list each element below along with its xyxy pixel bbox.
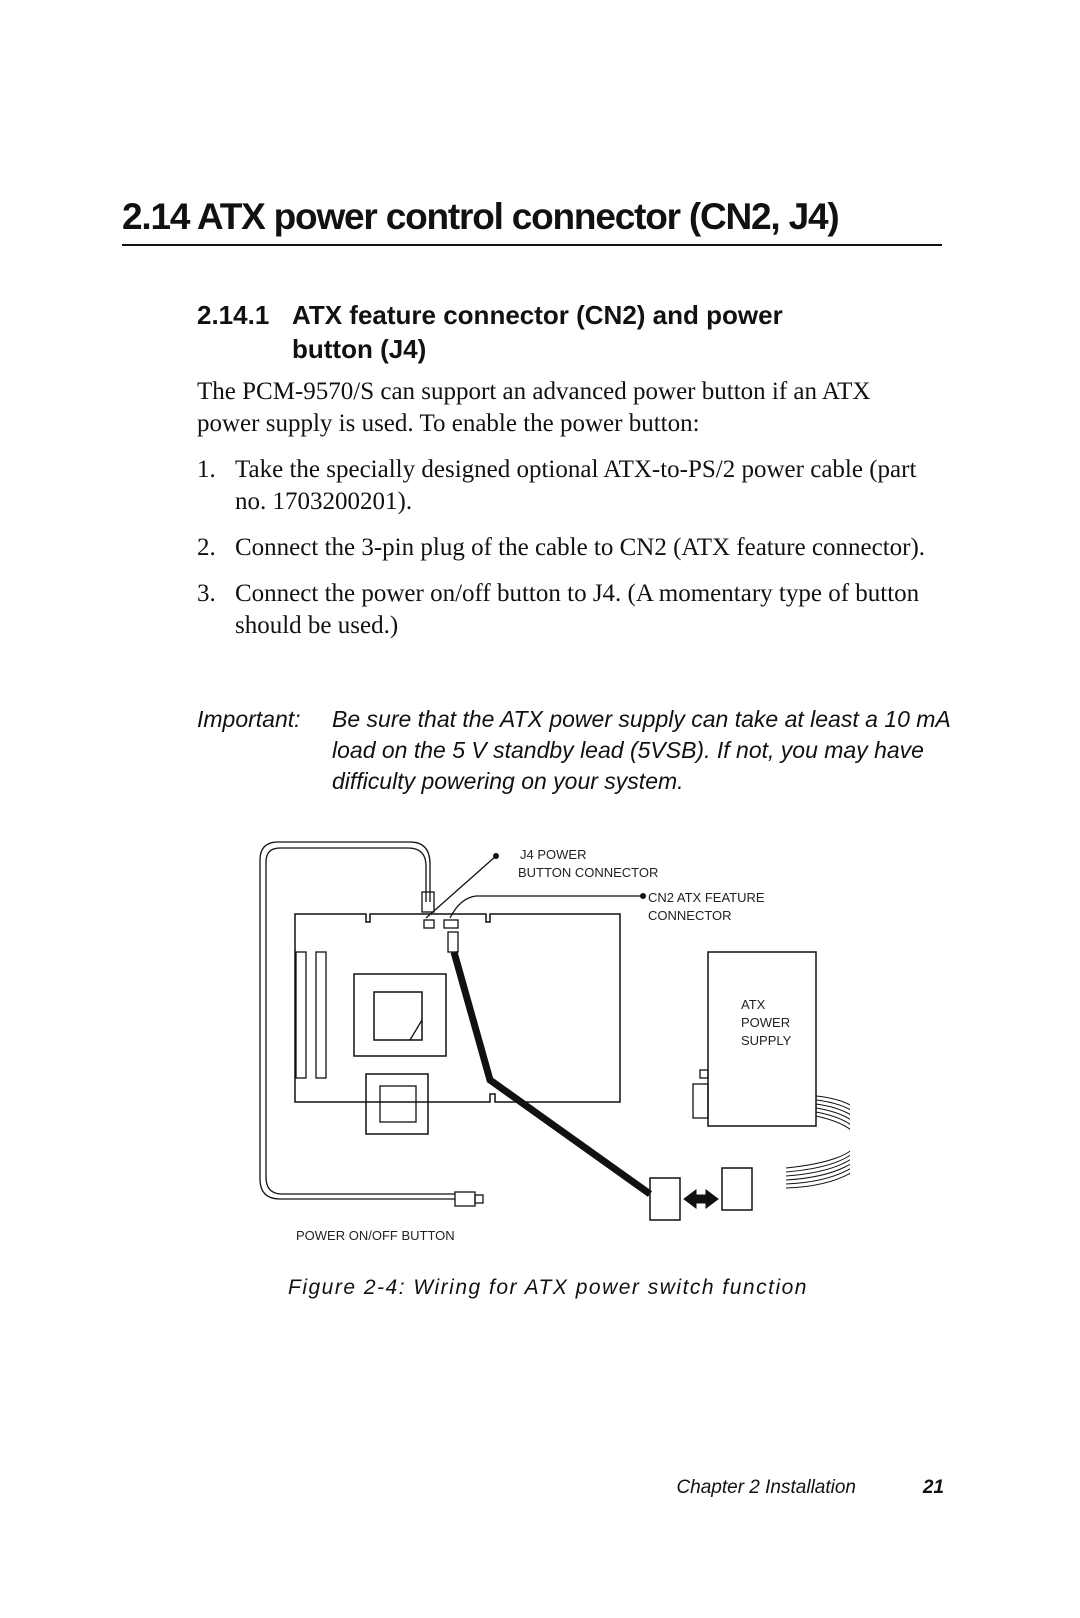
psu-label-line2: POWER [741, 1015, 791, 1030]
double-arrow-icon [684, 1190, 718, 1208]
memory-slot [316, 952, 326, 1078]
memory-slot [296, 952, 306, 1078]
power-button [455, 1192, 475, 1206]
list-item [197, 578, 937, 642]
psu-wire-bundle [786, 1096, 850, 1188]
step-number: 3. [197, 580, 216, 607]
intro-paragraph: The PCM-9570/S can support an advanced power button if an ATX power supply is used. To enable the power button: [197, 378, 871, 437]
important-label: Important: [197, 706, 301, 732]
j4-plug [422, 892, 434, 912]
page-number: 21 [922, 1477, 944, 1498]
j4-label-line1: J4 POWER [520, 847, 587, 862]
j4-leader [426, 856, 496, 918]
footer-chapter: Chapter 2 Installation [676, 1477, 856, 1498]
psu-connector [722, 1168, 752, 1210]
subsection-heading [197, 298, 937, 366]
step-number: 2. [197, 534, 216, 561]
subsection-title-line1: ATX feature connector (CN2) and power [292, 300, 783, 330]
list-item [197, 454, 937, 518]
cpu-socket [354, 974, 446, 1056]
psu-label-line3: SUPPLY [741, 1033, 792, 1048]
subsection-number: 2.14.1 [197, 300, 270, 330]
step-text: Connect the power on/off button to J4. (A momentary type of button should be used.) [235, 580, 920, 639]
chipset [366, 1074, 428, 1134]
list-item [197, 532, 937, 564]
figure-caption: Figure 2-4: Wiring for ATX power switch function [288, 1276, 808, 1299]
subsection-title-line2: button (J4) [292, 334, 427, 364]
important-note [197, 704, 957, 797]
atx-cable-connector [650, 1178, 680, 1220]
j4-header [424, 920, 434, 928]
cn2-label-line2: CONNECTOR [648, 908, 732, 923]
cn2-label-line1: CN2 ATX FEATURE [648, 890, 765, 905]
step-text: Connect the 3-pin plug of the cable to CN2 (ATX feature connector). [235, 534, 926, 561]
step-text: Take the specially designed optional ATX-to-PS/2 power cable (part no. 1703200201). [235, 456, 917, 515]
steps-list [197, 454, 937, 656]
important-text: Be sure that the ATX power supply can take at least a 10 mA load on the 5 V standby lead (5VSB). If not, you may have difficulty powering on your system. [332, 706, 950, 794]
step-number: 1. [197, 456, 216, 483]
section-heading: 2.14 ATX power control connector (CN2, J4) [122, 196, 942, 246]
cn2-header [444, 920, 458, 928]
psu-label-line1: ATX [741, 997, 766, 1012]
button-label: POWER ON/OFF BUTTON [296, 1228, 455, 1243]
wiring-diagram [250, 834, 850, 1244]
j4-label-line2: BUTTON CONNECTOR [518, 865, 659, 880]
